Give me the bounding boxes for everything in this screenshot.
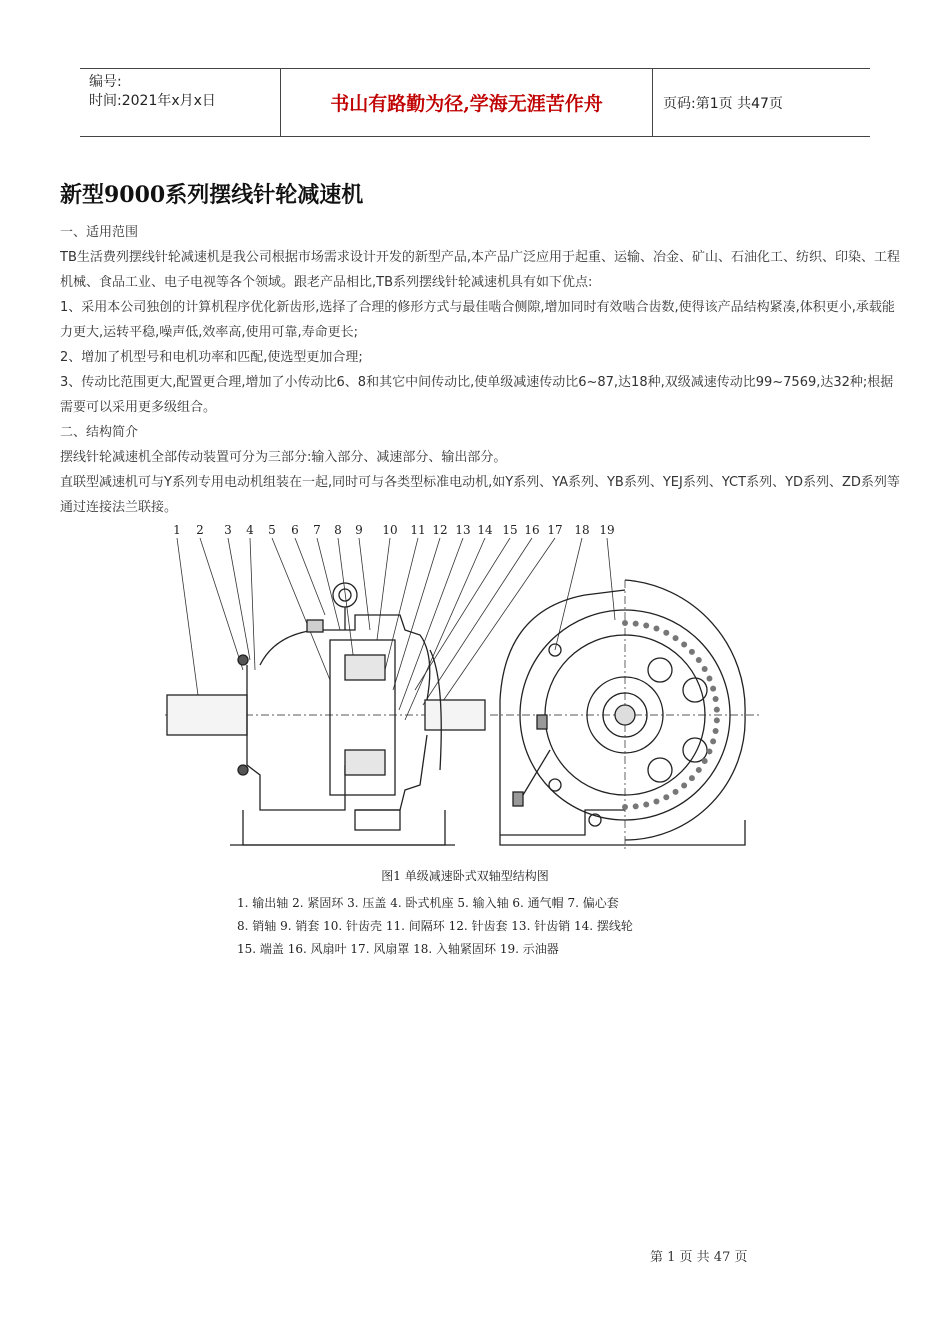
pin-tooth [663, 794, 669, 800]
paragraph-motor: 直联型减速机可与Y系列专用电动机组装在一起,同时可与各类型标准电动机,如Y系列、YA系列、YB系列、YEJ系列、YCT系列、YD系列、ZD系列等通过连接法兰联接。 [60, 475, 900, 515]
pin-tooth [689, 775, 695, 781]
header-left-cell [80, 69, 281, 136]
number-label: 编号: [89, 74, 122, 90]
section-heading-scope: 一、适用范围 [60, 225, 139, 240]
paragraph-intro: TB生活费列摆线针轮减速机是我公司根据市场需求设计开发的新型产品,本产品广泛应用于起重、运输、冶金、矿山、石油化工、纺织、印染、工程机械、食品工业、电子电视等各个领域。跟老产品相比,TB系列摆线针轮减速机具有如下优点: [60, 250, 900, 290]
pin-tooth [653, 798, 659, 804]
pin-tooth [673, 789, 679, 795]
pin-tooth [714, 707, 720, 713]
paragraph-advantage-2: 2、增加了机型号和电机功率和匹配,使选型更加合理; [60, 350, 363, 365]
callout-number: 15 [502, 523, 518, 537]
pin-tooth [633, 621, 639, 627]
callout-number: 3 [224, 523, 232, 537]
pin-tooth [633, 803, 639, 809]
pin-tooth [702, 758, 708, 764]
callout-number: 11 [410, 523, 426, 537]
time-label: 时间:2021年x月x日 [89, 93, 216, 109]
legend-line-3: 15. 端盖 16. 风扇叶 17. 风扇罩 18. 入轴紧固环 19. 示油器 [237, 942, 559, 956]
pin-tooth [696, 767, 702, 773]
pin-tooth [713, 696, 719, 702]
pin-tooth [643, 622, 649, 628]
callout-number: 5 [268, 523, 276, 537]
callout-number: 14 [477, 523, 493, 537]
pin-tooth [706, 748, 712, 754]
callout-number: 18 [574, 523, 590, 537]
header-table [80, 68, 870, 137]
pin-tooth [681, 782, 687, 788]
callout-numbers [173, 523, 614, 537]
callout-number: 7 [313, 523, 321, 537]
callout-number: 16 [524, 523, 540, 537]
callout-number: 10 [382, 523, 398, 537]
pin-tooth [643, 802, 649, 808]
structure-figure [155, 520, 775, 960]
callout-number: 2 [196, 523, 204, 537]
pin-tooth [714, 717, 720, 723]
callout-number: 8 [334, 523, 342, 537]
pin-tooth [681, 642, 687, 648]
callout-number: 17 [547, 523, 563, 537]
callout-number: 12 [432, 523, 448, 537]
side-section-view [165, 583, 485, 845]
pin-tooth [673, 635, 679, 641]
pin-tooth [702, 666, 708, 672]
pin-tooth [689, 649, 695, 655]
pin-tooth [710, 738, 716, 744]
document-title: 新型9000系列摆线针轮减速机 [60, 182, 364, 208]
paragraph-structure: 摆线针轮减速机全部传动装置可分为三部分:输入部分、减速部分、输出部分。 [60, 450, 507, 465]
callout-number: 19 [599, 523, 615, 537]
legend-line-2: 8. 销轴 9. 销套 10. 针齿壳 11. 间隔环 12. 针齿套 13. 针齿销 14. 摆线轮 [237, 919, 633, 933]
leader-lines [177, 538, 615, 720]
pin-tooth [696, 657, 702, 663]
pin-tooth [622, 804, 628, 810]
figure-caption: 图1 单级减速卧式双轴型结构图 [381, 869, 549, 883]
header-motto: 书山有路勤为径,学海无涯苦作舟 [281, 69, 653, 136]
callout-number: 9 [355, 523, 363, 537]
reducer-drawing [155, 520, 775, 960]
pin-tooth [622, 620, 628, 626]
pin-tooth [713, 728, 719, 734]
pin-tooth [663, 630, 669, 636]
callout-number: 6 [291, 523, 299, 537]
document-body [60, 220, 900, 520]
paragraph-advantage-1: 1、采用本公司独创的计算机程序优化新齿形,选择了合理的修形方式与最佳啮合侧隙,增加同时有效啮合齿数,使得该产品结构紧凑,体积更小,承载能力更大,运转平稳,噪声低,效率高,使用可靠,寿命更长; [60, 300, 895, 340]
callout-number: 4 [246, 523, 254, 537]
paragraph-advantage-3: 3、传动比范围更大,配置更合理,增加了小传动比6、8和其它中间传动比,使单级减速传动比6~87,达18种,双级减速传动比99~7569,达32种;根据需要可以采用更多级组合。 [60, 375, 894, 415]
pin-tooth [710, 686, 716, 692]
legend-line-1: 1. 输出轴 2. 紧固环 3. 压盖 4. 卧式机座 5. 输入轴 6. 通气帽 7. 偏心套 [237, 896, 619, 910]
callout-number: 1 [173, 523, 181, 537]
section-heading-structure: 二、结构简介 [60, 425, 139, 440]
callout-number: 13 [455, 523, 471, 537]
header-page-info: 页码:第1页 共47页 [663, 95, 783, 112]
page-footer: 第 1 页 共 47 页 [650, 1250, 748, 1265]
pin-tooth [706, 676, 712, 682]
pin-tooth [653, 626, 659, 632]
